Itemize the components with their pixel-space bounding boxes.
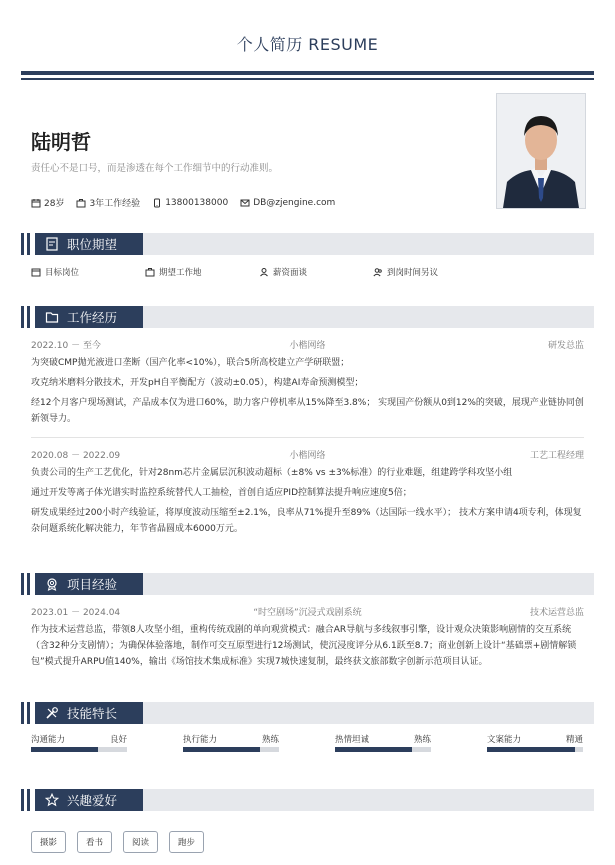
page-title: 个人简历 RESUME bbox=[236, 35, 379, 54]
candidate-motto: 责任心不是口号，而是渗透在每个工作细节中的行动准则。 bbox=[31, 163, 279, 174]
project-date: 2023.01 － 2024.04 bbox=[31, 608, 121, 618]
skill-item bbox=[183, 733, 279, 752]
section-title-hobbies: 兴趣爱好 bbox=[67, 793, 118, 808]
skill-bar-fill bbox=[487, 747, 575, 752]
skill-name: 沟通能力 bbox=[31, 735, 66, 745]
hobby-tags bbox=[31, 831, 204, 853]
job-line: 通过开发等离子体光谱实时监控系统替代人工抽检，首创自适应PID控制算法提升响应速度5倍； bbox=[31, 488, 412, 498]
skill-bar bbox=[487, 747, 583, 752]
age-value: 28岁 bbox=[44, 199, 65, 209]
skill-item bbox=[31, 733, 127, 752]
hobby-tag: 跑步 bbox=[169, 831, 204, 853]
job-role: 研发总监 bbox=[547, 341, 584, 351]
section-title-intention: 职位期望 bbox=[67, 237, 118, 252]
header-rule-thick bbox=[21, 71, 594, 75]
section-title-skills: 技能特长 bbox=[67, 706, 118, 721]
job-line: 负责公司的生产工艺优化，针对28nm芯片金属层沉积波动超标（±8% vs ±3%标准）的行业难题，组建跨学科攻坚小组 bbox=[31, 468, 513, 478]
skill-level: 精通 bbox=[565, 735, 583, 745]
skill-item bbox=[487, 733, 583, 752]
skill-bar-fill bbox=[31, 747, 98, 752]
mail-icon bbox=[240, 198, 250, 208]
skill-name: 文案能力 bbox=[487, 735, 522, 745]
project-header bbox=[31, 605, 584, 617]
job-date: 2020.08 － 2022.09 bbox=[31, 451, 121, 461]
award-icon bbox=[45, 577, 59, 591]
section-header-hobbies bbox=[21, 789, 594, 811]
job-company: 小楷网络 bbox=[289, 341, 326, 351]
phone-value[interactable]: 13800138000 bbox=[165, 197, 229, 208]
job-company: 小楷网络 bbox=[289, 451, 326, 461]
intention-position: 目标岗位 bbox=[31, 266, 79, 278]
email-item bbox=[240, 198, 335, 208]
calendar-icon bbox=[31, 198, 41, 208]
hobby-tag: 摄影 bbox=[31, 831, 66, 853]
project-name: “时空剧场”沉浸式戏剧系统 bbox=[253, 608, 362, 618]
skill-level: 良好 bbox=[109, 735, 127, 745]
users-icon bbox=[373, 267, 383, 277]
job-date: 2022.10 － 至今 bbox=[31, 341, 101, 351]
calendar-icon bbox=[31, 267, 41, 277]
document-icon bbox=[45, 237, 59, 251]
candidate-name: 陆明哲 bbox=[31, 130, 91, 154]
section-header-skills bbox=[21, 702, 594, 724]
briefcase-icon bbox=[76, 198, 86, 208]
folder-icon bbox=[45, 310, 59, 324]
hobby-tag: 阅读 bbox=[123, 831, 158, 853]
skill-name: 热情坦诚 bbox=[335, 735, 370, 745]
section-header-intention bbox=[21, 233, 594, 255]
skill-level: 熟练 bbox=[261, 735, 279, 745]
intention-salary: 薪资面谈 bbox=[259, 266, 307, 278]
hobby-tag: 看书 bbox=[77, 831, 112, 853]
section-header-project bbox=[21, 573, 594, 595]
section-title-work: 工作经历 bbox=[67, 310, 118, 325]
job-line: 研发成果经过200小时产线验证，将厚度波动压缩至±2.1%，良率从71%提升至89%（达国际一线水平）； 技术方案申请4项专利，体现复杂问题系统化解决能力，年节省晶圆成本6000万元。 bbox=[31, 508, 582, 534]
intention-location: 期望工作地 bbox=[145, 266, 202, 278]
job-line: 攻克纳米磨料分散技术，开发pH自平衡配方（波动±0.05），构建AI寿命预测模型； bbox=[31, 378, 364, 388]
star-icon bbox=[45, 793, 59, 807]
tools-icon bbox=[45, 706, 59, 720]
job-role: 工艺工程经理 bbox=[529, 451, 584, 461]
intention-availability: 到岗时间另议 bbox=[373, 266, 438, 278]
job-header-2 bbox=[31, 448, 584, 460]
job-header-1 bbox=[31, 338, 584, 350]
skill-bar bbox=[183, 747, 279, 752]
user-icon bbox=[259, 267, 269, 277]
skill-level: 熟练 bbox=[413, 735, 431, 745]
project-description: 作为技术运营总监，带领8人攻坚小组，重构传统戏剧的单向观赏模式：融合AR导航与多线叙事引擎，设计观众决策影响剧情的交互系统（含32种分支剧情）；为确保体验落地，制作可交互原型进行12场测试，使沉浸度评分从6.1跃至8.7；商业创新上设计“基础票+剧情解锁包”模式提升ARPU值140%，输出《场馆技术集成标准》实现7城快速复制，最终获文旅部数字创新示范项目认证。 bbox=[31, 625, 577, 667]
skill-bar bbox=[335, 747, 431, 752]
experience-item bbox=[76, 196, 140, 209]
skill-name: 执行能力 bbox=[183, 735, 218, 745]
skill-item bbox=[335, 733, 431, 752]
contact-info bbox=[31, 196, 335, 209]
header-rule-thin bbox=[21, 78, 594, 80]
skill-bar bbox=[31, 747, 127, 752]
age-item bbox=[31, 196, 64, 209]
project-role: 技术运营总监 bbox=[529, 608, 584, 618]
skill-bar-fill bbox=[183, 747, 260, 752]
job-line: 经12个月客户现场测试，产品成本仅为进口60%，助力客户停机率从15%降至3.8%； 实现国产份额从0到12%的突破，展现产业链协同创新领导力。 bbox=[31, 398, 584, 424]
section-header-work bbox=[21, 306, 594, 328]
skill-bar-fill bbox=[335, 747, 412, 752]
job-line: 为突破CMP抛光液进口垄断（国产化率<10%），联合5所高校建立产学研联盟； bbox=[31, 358, 350, 368]
profile-photo bbox=[496, 93, 586, 209]
phone-icon bbox=[152, 198, 162, 208]
briefcase-icon bbox=[145, 267, 155, 277]
job-description-1 bbox=[31, 355, 584, 427]
portrait-image bbox=[497, 94, 585, 208]
section-title-project: 项目经验 bbox=[67, 577, 118, 592]
experience-value: 3年工作经验 bbox=[89, 199, 141, 209]
phone-item bbox=[152, 198, 228, 208]
divider bbox=[31, 437, 584, 438]
email-value[interactable]: DB@zjengine.com bbox=[253, 197, 336, 208]
job-description-2 bbox=[31, 465, 584, 537]
